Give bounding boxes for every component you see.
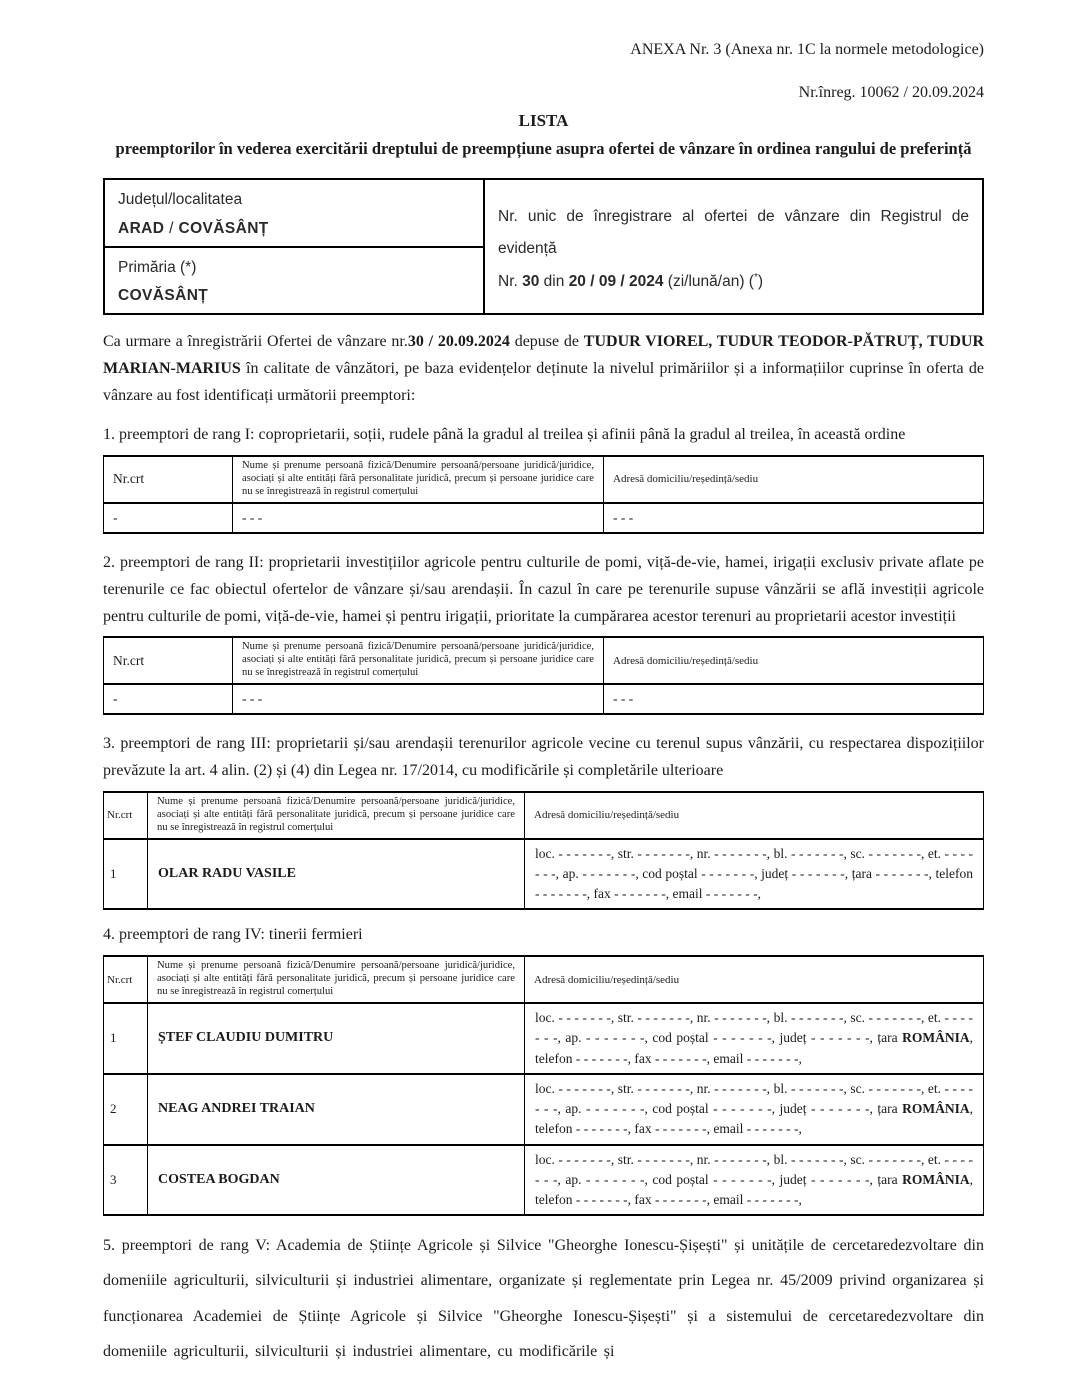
info-table-row-county <box>104 179 983 247</box>
row-number: 2 <box>104 1074 148 1145</box>
rank1-heading: 1. preemptori de rang I: coproprietarii, soții, rudele până la gradul al treilea și afinii până la gradul al treilea, în această ordine <box>103 426 906 444</box>
table-row <box>104 839 984 910</box>
col-header-nr: Nr.crt <box>104 792 148 839</box>
document-title: LISTA <box>518 111 569 131</box>
rank3-header-row <box>104 792 984 839</box>
registration-number-line: Nr.înreg. 10062 / 20.09.2024 <box>798 84 984 102</box>
col-header-nr: Nr.crt <box>104 956 148 1003</box>
intro-text-3: în calitate de vânzători, pe baza evidențelor deținute la nivelul primăriilor și a informațiilor cuprinse în oferta de vânzare au fost identificați următorii preemptori: <box>103 360 984 405</box>
offer-registry-number <box>498 270 969 293</box>
offer-registry-label: Nr. unic de înregistrare al ofertei de vânzare din Registrul de evidență <box>498 208 969 257</box>
address-fields-tail: , telefon - - - - - - -, fax - - - - - - -, email - - - - - - -, <box>535 1030 973 1066</box>
county-separator: / <box>164 219 179 237</box>
table-row <box>104 1074 984 1145</box>
county-label: Județul/localitatea <box>118 191 243 209</box>
col-header-name: Nume și prenume persoană fizică/Denumire persoană/persoane juridică/juridice, asociați și alte entități fără personalitate juridică, precum și persoane juridice care nu se înregistrează în registrul comerțului <box>148 792 525 839</box>
table-row <box>104 1003 984 1074</box>
rank4-table <box>103 955 984 1216</box>
rank2-paragraph: 2. preemptori de rang II: proprietarii investițiilor agricole pentru culturile de pomi, viță-de-vie, hamei, irigații exclusiv private aflate pe terenurile ce fac obiectul ofertelor de vânzare și/sau arendașii. În cazul în care pe terenurile supuse vânzării se află investiții agricole pentru culturile de pomi, viță-de-vie, hamei și pentru irigații, prioritate la cumpărarea acestor terenuri au proprietarii acestor investiții <box>103 553 984 625</box>
intro-text-1: Ca urmare a înregistrării Ofertei de vânzare nr. <box>103 333 408 351</box>
person-name: ȘTEF CLAUDIU DUMITRU <box>148 1003 525 1074</box>
person-name: - - - <box>233 503 604 533</box>
table-row <box>104 1145 984 1216</box>
address-fields: loc. - - - - - - -, str. - - - - - - -, nr. - - - - - - -, bl. - - - - - - -, sc. - - - - - - -, et. - - - - - - -, ap. - - - - - - -, cod poștal - - - - - - -, județ - - - - - - -, țara <box>535 1010 973 1046</box>
row-number: 1 <box>104 839 148 910</box>
col-header-address: Adresă domiciliu/reședință/sediu <box>604 456 984 503</box>
address-fields: loc. - - - - - - -, str. - - - - - - -, nr. - - - - - - -, bl. - - - - - - -, sc. - - - - - - -, et. - - - - - - -, ap. - - - - - - -, cod poștal - - - - - - -, județ - - - - - - -, țara <box>535 1151 973 1187</box>
primaria-label: Primăria (*) <box>118 258 197 276</box>
person-address <box>525 1145 984 1216</box>
col-header-name: Nume și prenume persoană fizică/Denumire persoană/persoane juridică/juridice, asociați și alte entități fără personalitate juridică, precum și persoane juridice care nu se înregistrează în registrul comerțului <box>148 956 525 1003</box>
registry-date-value: 20 / 09 / 2024 <box>568 272 664 290</box>
primaria-cell <box>104 247 484 315</box>
offer-number: 30 / 20.09.2024 <box>407 333 510 351</box>
address-fields-tail: , telefon - - - - - - -, fax - - - - - - -, email - - - - - - -, <box>535 1101 973 1137</box>
registry-nr-prefix: Nr. <box>498 272 523 290</box>
col-header-address: Adresă domiciliu/reședință/sediu <box>604 637 984 684</box>
primaria-value: COVĂSÂNȚ <box>118 287 209 305</box>
person-address <box>525 1003 984 1074</box>
sellers-names: TUDUR VIOREL, TUDUR TEODOR-PĂTRUȚ, TUDUR MARIAN-MARIUS <box>103 333 985 378</box>
row-number: - <box>104 503 233 533</box>
registry-cell <box>484 179 983 314</box>
col-header-nr: Nr.crt <box>104 456 233 503</box>
rank2-header-row <box>104 637 984 684</box>
locality-name: COVĂSÂNȚ <box>178 219 269 237</box>
address-fields: loc. - - - - - - -, str. - - - - - - -, nr. - - - - - - -, bl. - - - - - - -, sc. - - - - - - -, et. - - - - - - -, ap. - - - - - - -, cod poștal - - - - - - -, județ - - - - - - -, țara <box>535 1080 973 1117</box>
intro-text-2: depuse de <box>509 333 584 351</box>
registry-din: din <box>539 272 569 290</box>
person-address <box>525 1074 984 1145</box>
person-name: - - - <box>233 684 604 714</box>
col-header-nr: Nr.crt <box>104 637 233 684</box>
col-header-address: Adresă domiciliu/reședință/sediu <box>525 956 984 1003</box>
anexa-heading: ANEXA Nr. 3 (Anexa nr. 1C la normele metodologice) <box>630 41 984 58</box>
address-country: ROMÂNIA <box>902 1171 970 1187</box>
rank1-table <box>103 455 984 534</box>
document-subtitle: preemptorilor în vederea exercitării dreptului de preempțiune asupra ofertei de vânzare în ordinea rangului de preferință <box>115 138 972 158</box>
row-number: 1 <box>104 1003 148 1074</box>
footnote-asterisk: * <box>753 271 758 283</box>
col-header-address: Adresă domiciliu/reședință/sediu <box>525 792 984 839</box>
address-fields-tail: , telefon - - - - - - -, fax - - - - - - -, email - - - - - - -, <box>535 1171 973 1208</box>
person-name: NEAG ANDREI TRAIAN <box>148 1074 525 1145</box>
person-address: - - - <box>604 684 984 714</box>
person-address: - - - <box>604 503 984 533</box>
col-header-name: Nume și prenume persoană fizică/Denumire persoană/persoane juridică/juridice, asociați și alte entități fără personalitate juridică, precum și persoane juridice care nu se înregistrează în registrul comerțului <box>233 456 604 503</box>
county-name: ARAD <box>118 219 165 237</box>
rank3-table <box>103 791 984 911</box>
intro-paragraph <box>103 329 984 410</box>
table-row <box>104 503 984 533</box>
person-name: COSTEA BOGDAN <box>148 1145 525 1216</box>
rank5-paragraph: 5. preemptori de rang V: Academia de Științe Agricole și Silvice "Gheorghe Ionescu-Șișești" și unitățile de cercetaredezvoltare din domeniile agriculturii, silviculturii și industriei alimentare, organizate și reglementate prin Legea nr. 45/2009 privind organizarea și funcționarea Academiei de Științe Agricole și Silvice "Gheorghe Ionescu-Șișești" și a sistemului de cercetaredezvoltare din domeniile agriculturii, silviculturii și industriei alimentare, cu modificările și <box>103 1237 984 1360</box>
address-country: ROMÂNIA <box>902 1101 970 1117</box>
registry-paren-close: ) <box>757 272 764 290</box>
info-table <box>103 178 984 315</box>
county-cell <box>104 179 484 247</box>
rank2-table <box>103 636 984 715</box>
table-row <box>104 684 984 714</box>
rank4-header-row <box>104 956 984 1003</box>
rank4-heading: 4. preemptori de rang IV: tinerii fermieri <box>103 926 363 944</box>
address-country: ROMÂNIA <box>902 1030 970 1046</box>
registry-nr-value: 30 <box>522 272 540 290</box>
col-header-name: Nume și prenume persoană fizică/Denumire persoană/persoane juridică/juridice, asociați și alte entități fără personalitate juridică, precum și persoane juridice care nu se înregistrează în registrul comerțului <box>233 637 604 684</box>
rank1-header-row <box>104 456 984 503</box>
person-address: loc. - - - - - - -, str. - - - - - - -, nr. - - - - - - -, bl. - - - - - - -, sc. - - - - - - -, et. - - - - - - -, ap. - - - - - - -, cod poștal - - - - - - -, județ - - - - - - -, țara - - - - - - -, telefon - - - - - - -, fax - - - - - - -, email - - - - - - -, <box>525 839 984 910</box>
person-name: OLAR RADU VASILE <box>148 839 525 910</box>
row-number: 3 <box>104 1145 148 1216</box>
row-number: - <box>104 684 233 714</box>
registry-date-format: (zi/lună/an) ( <box>663 272 754 290</box>
rank3-paragraph: 3. preemptori de rang III: proprietarii și/sau arendașii terenurilor agricole vecine cu terenul supus vânzării, cu respectarea dispozițiilor prevăzute la art. 4 alin. (2) și (4) din Legea nr. 17/2014, cu modificările și completările ulterioare <box>103 735 984 780</box>
county-value <box>118 217 470 240</box>
